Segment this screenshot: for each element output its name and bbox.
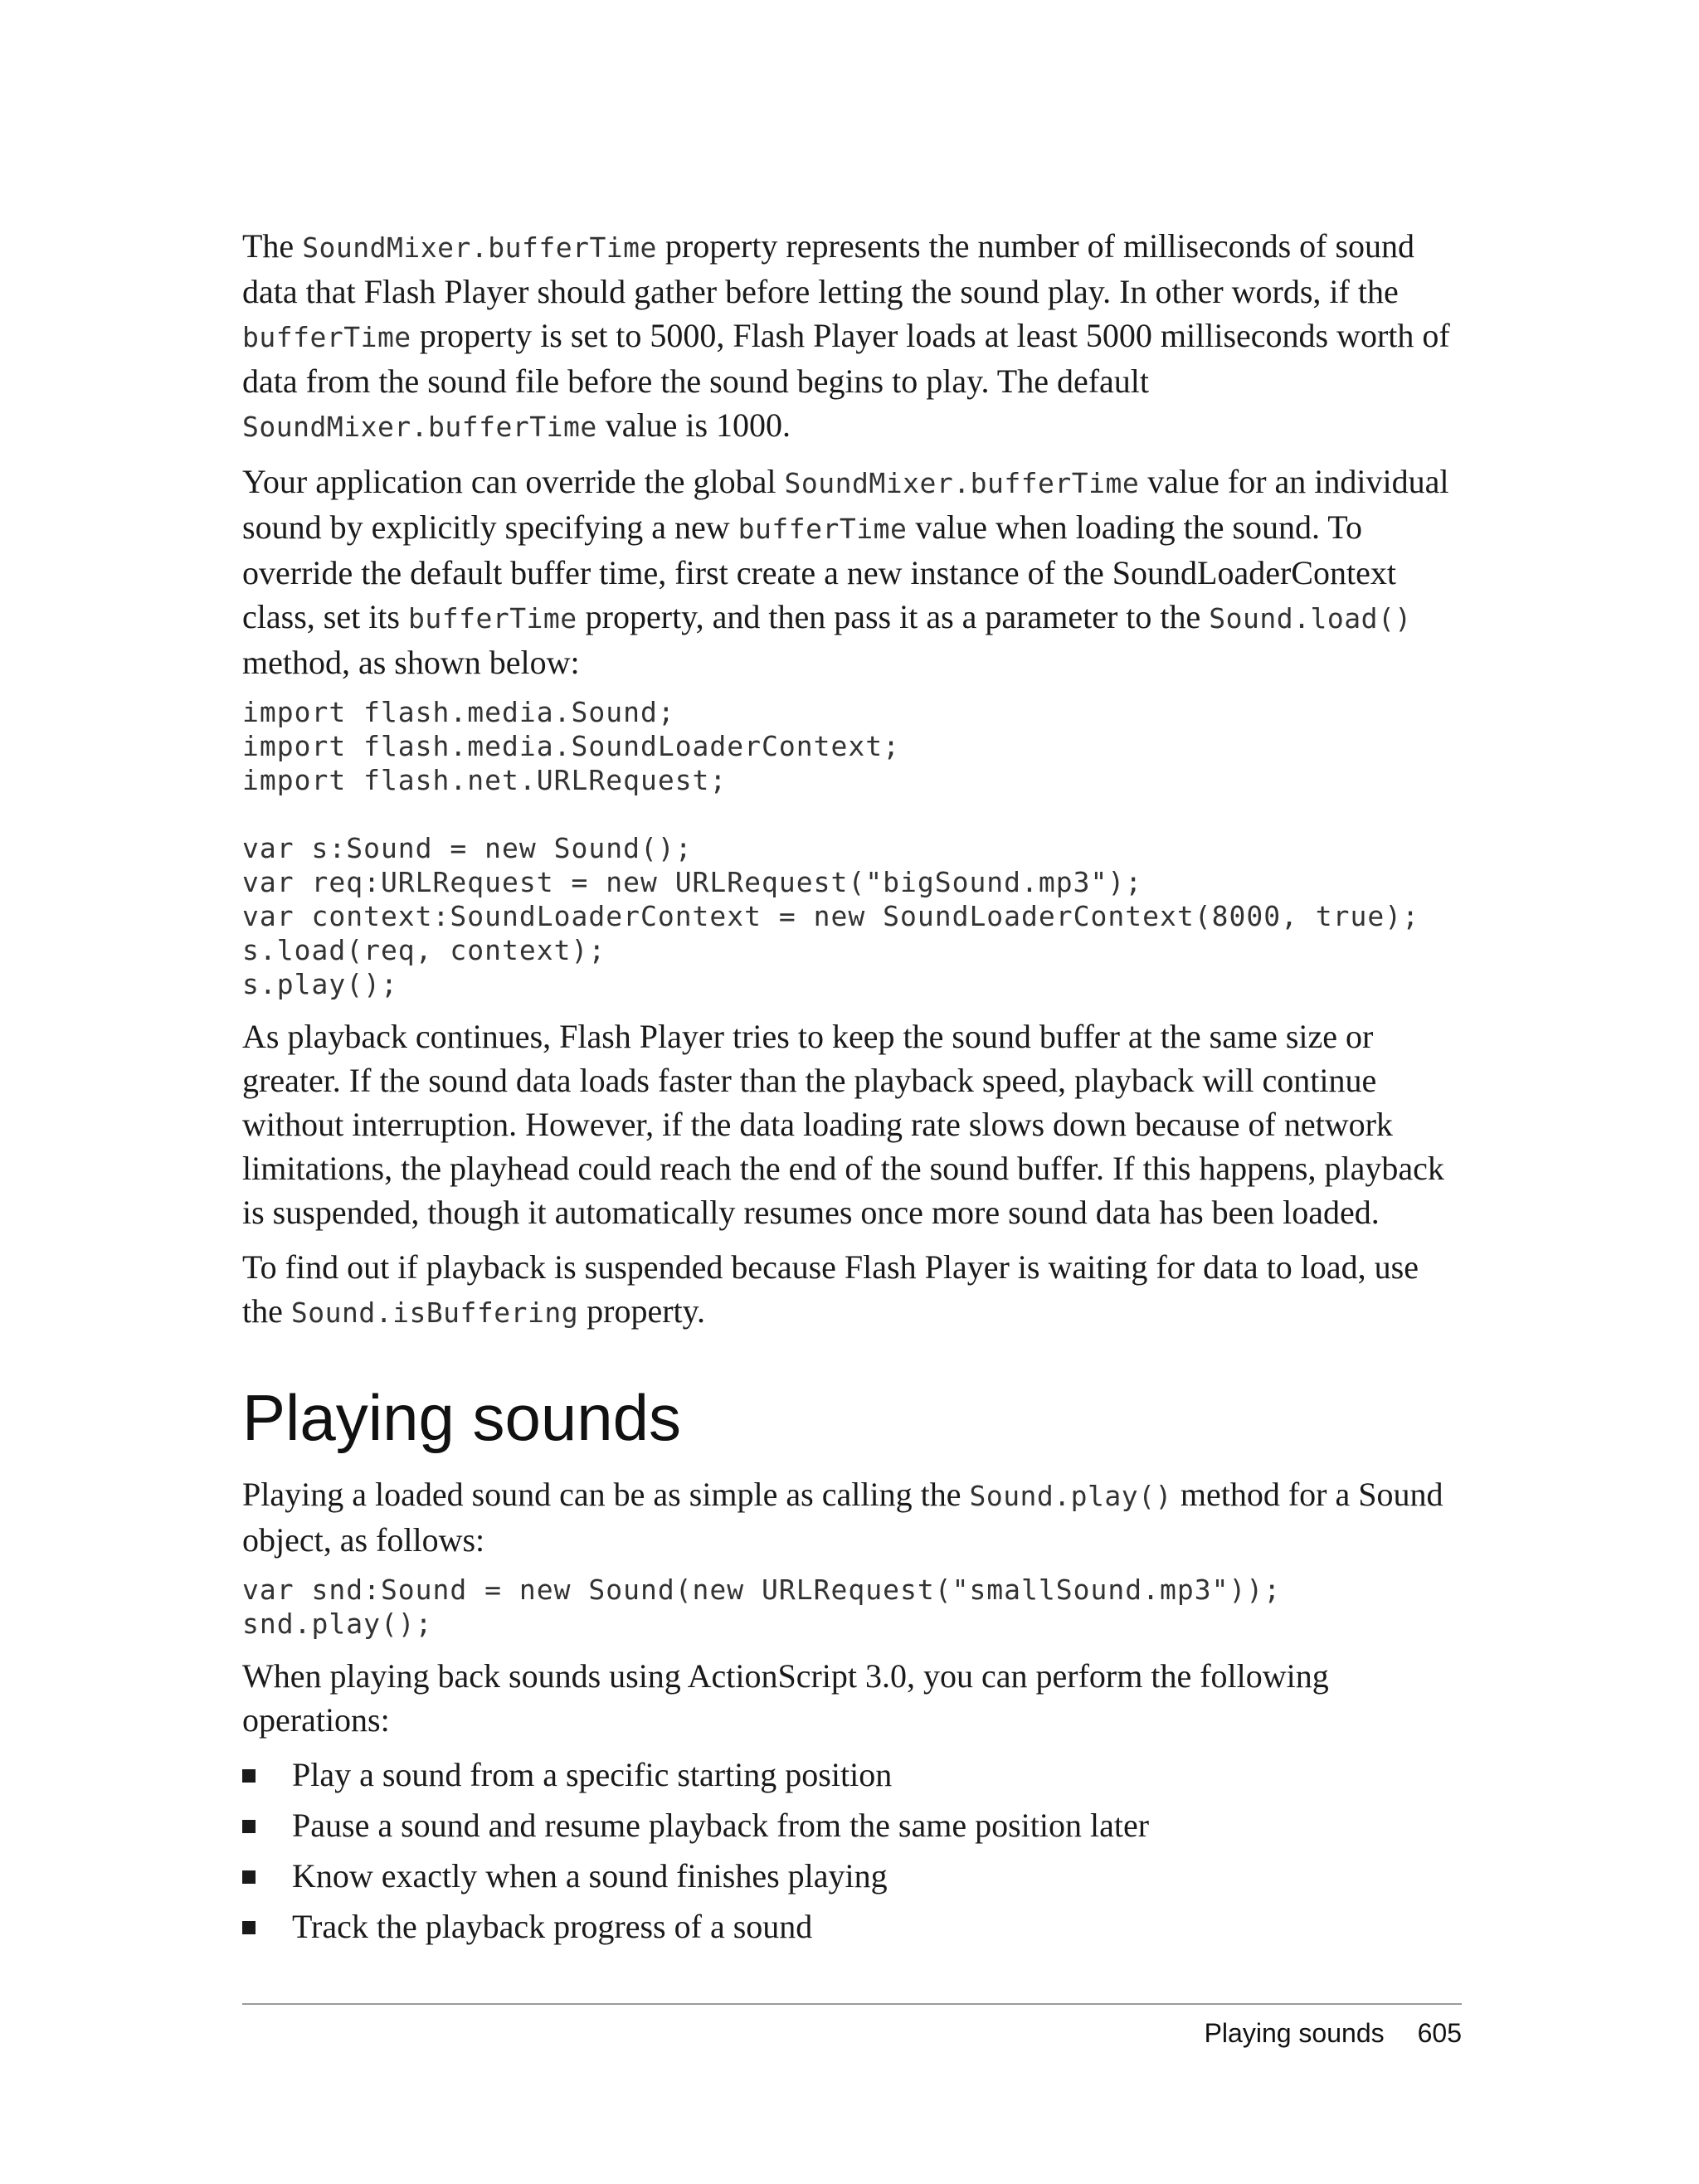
text: value when loading the sound. To override the default buffer time, first create a new instance of the SoundLoaderContext class, set its bbox=[242, 508, 1396, 635]
list-item-text: Play a sound from a specific starting position bbox=[292, 1756, 893, 1793]
text: property is set to 5000, Flash Player loads at least 5000 milliseconds worth of data from the sound file before the sound begins to play. The default bbox=[242, 317, 1450, 400]
list-item bbox=[242, 1803, 1462, 1847]
inline-code: Sound.isBuffering bbox=[290, 1296, 579, 1329]
inline-code: SoundMixer.bufferTime bbox=[302, 231, 657, 264]
page-number: 605 bbox=[1417, 2018, 1462, 2048]
list-item-text: Pause a sound and resume playback from the same position later bbox=[292, 1807, 1150, 1844]
paragraph-playing-loaded-sound bbox=[242, 1472, 1462, 1562]
code-block-buffer-example: import flash.media.Sound; import flash.media.SoundLoaderContext; import flash.net.URLRequest; var s:Sound = new Sound(); var req:URLRequest = new URLRequest("bigSound.mp3"); var context:SoundLoaderContext = new SoundLoaderContext(8000, true); s.load(req, context); s.play(); bbox=[242, 696, 1420, 1000]
list-item bbox=[242, 1753, 1462, 1797]
inline-code: SoundMixer.bufferTime bbox=[784, 467, 1140, 499]
code-block-play-example: var snd:Sound = new Sound(new URLRequest("smallSound.mp3")); snd.play(); bbox=[242, 1574, 1282, 1640]
footer-section-title: Playing sounds bbox=[1204, 2018, 1385, 2048]
text: property, and then pass it as a parameter to the bbox=[577, 598, 1210, 635]
text: property. bbox=[578, 1292, 706, 1330]
inline-code: bufferTime bbox=[242, 321, 411, 353]
square-bullet-icon bbox=[242, 1820, 256, 1833]
text: Playing a loaded sound can be as simple as calling the bbox=[242, 1476, 970, 1513]
operations-list bbox=[242, 1753, 1462, 1948]
square-bullet-icon bbox=[242, 1769, 256, 1783]
paragraph-operations-intro: When playing back sounds using ActionScript 3.0, you can perform the following operations: bbox=[242, 1657, 1329, 1739]
inline-code: Sound.load() bbox=[1209, 602, 1412, 635]
text: value is 1000. bbox=[596, 406, 791, 444]
list-item-text: Track the playback progress of a sound bbox=[292, 1908, 813, 1945]
inline-code: SoundMixer.bufferTime bbox=[242, 411, 597, 443]
list-item bbox=[242, 1854, 1462, 1898]
list-item-text: Know exactly when a sound finishes playing bbox=[292, 1857, 888, 1895]
text: method, as shown below: bbox=[242, 644, 580, 681]
paragraph-isbuffering bbox=[242, 1245, 1462, 1335]
square-bullet-icon bbox=[242, 1870, 256, 1884]
text: Your application can override the global bbox=[242, 463, 785, 500]
paragraph-override-buffertime bbox=[242, 460, 1462, 684]
paragraph-playback-continues: As playback continues, Flash Player tries to keep the sound buffer at the same size or greater. If the sound data loads faster than the playback speed, playback will continue without interruption. However, if the data loading rate slows down because of network limitations, the playhead could reach the end of the sound buffer. If this happens, playback is suspended, though it automatically resumes once more sound data has been loaded. bbox=[242, 1018, 1444, 1231]
paragraph-buffertime-intro bbox=[242, 224, 1462, 449]
square-bullet-icon bbox=[242, 1921, 256, 1934]
footer-divider bbox=[242, 2003, 1462, 2005]
page-footer bbox=[1205, 2016, 1462, 2050]
list-item bbox=[242, 1904, 1462, 1948]
text: value for an individual sound by explicitly specifying a new bbox=[242, 463, 1449, 546]
text: method for a Sound object, as follows: bbox=[242, 1476, 1443, 1559]
text: To find out if playback is suspended because Flash Player is waiting for data to load, use the bbox=[242, 1248, 1419, 1330]
inline-code: bufferTime bbox=[407, 602, 577, 635]
page-content bbox=[242, 224, 1462, 1955]
text: The bbox=[242, 227, 303, 265]
section-heading: Playing sounds bbox=[242, 1381, 682, 1454]
text: property represents the number of milliseconds of sound data that Flash Player should gather before letting the sound play. In other words, if the bbox=[242, 227, 1415, 310]
inline-code: Sound.play() bbox=[969, 1480, 1172, 1512]
inline-code: bufferTime bbox=[738, 513, 908, 545]
